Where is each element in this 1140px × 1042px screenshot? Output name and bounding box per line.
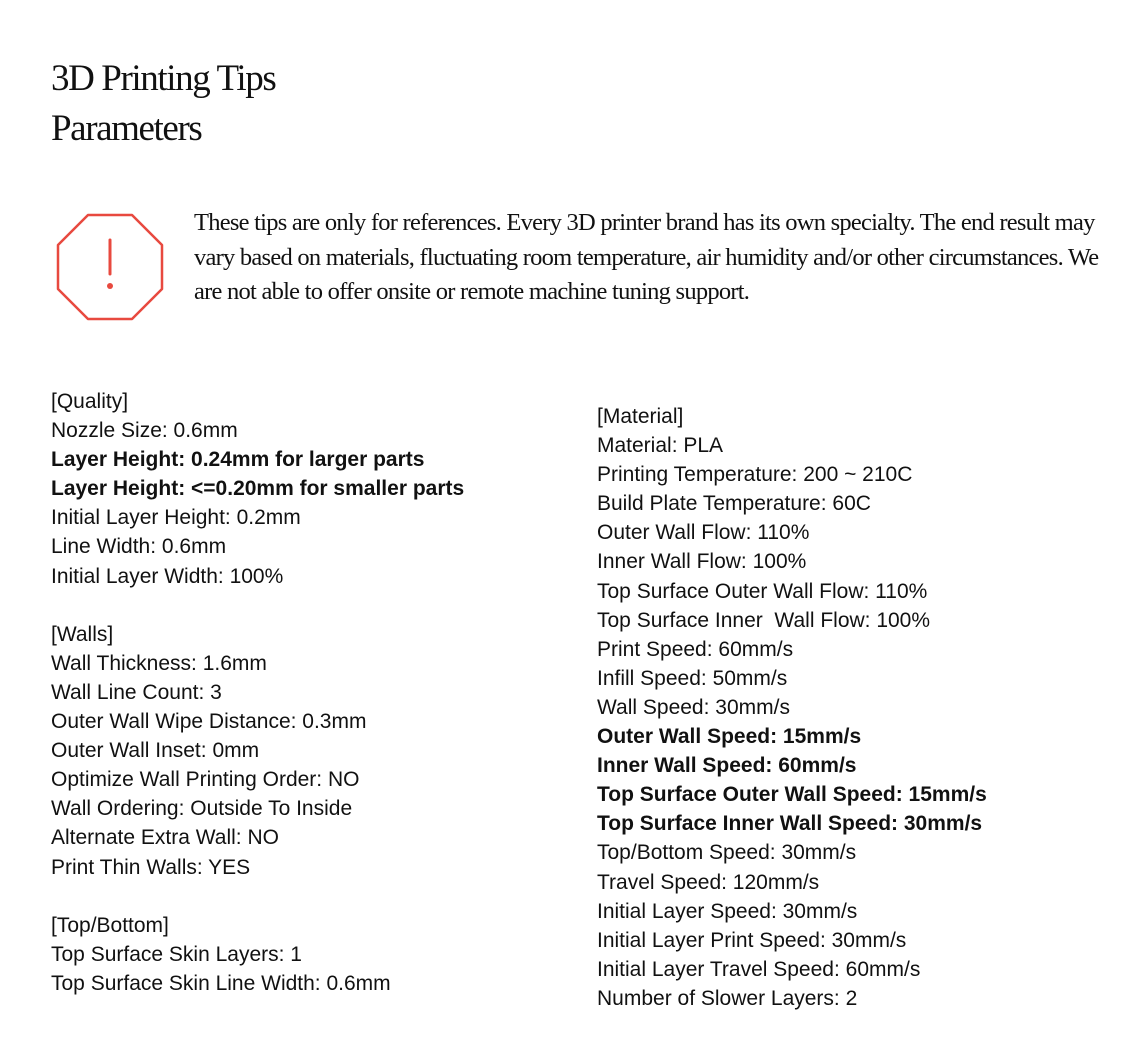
parameter-line: Wall Thickness: 1.6mm	[51, 651, 267, 675]
parameter-line: Infill Speed: 50mm/s	[597, 666, 788, 690]
parameter-section	[51, 387, 571, 591]
section-heading: [Quality]	[51, 390, 129, 413]
parameter-line: Optimize Wall Printing Order: NO	[51, 768, 360, 792]
section-heading: [Walls]	[51, 622, 114, 646]
parameter-line: Inner Wall Flow: 100%	[597, 550, 807, 574]
parameter-line: Initial Layer Height: 0.2mm	[51, 506, 301, 530]
parameter-line: Layer Height: <=0.20mm for smaller parts	[51, 477, 465, 501]
disclaimer-text: These tips are only for references. Every 3D printer brand has its own specialty. The end result may vary based on materials, fluctuating room temperature, air humidity and/or other circumstances. We are not able to offer onsite or remote machine tuning support.	[194, 209, 1099, 305]
parameter-line: Print Thin Walls: YES	[51, 855, 251, 879]
parameter-line: Wall Speed: 30mm/s	[597, 695, 790, 719]
parameter-line: Top Surface Inner Wall Speed: 30mm/s	[597, 812, 983, 836]
section-heading: [Top/Bottom]	[51, 913, 169, 937]
parameter-line: Wall Line Count: 3	[51, 680, 222, 704]
parameter-line: Alternate Extra Wall: NO	[51, 826, 279, 850]
parameter-line: Material: PLA	[597, 434, 724, 458]
parameter-line: Printing Temperature: 200 ~ 210C	[597, 463, 913, 487]
parameter-line: Outer Wall Inset: 0mm	[51, 739, 260, 763]
parameter-section	[51, 620, 571, 882]
parameter-line: Print Speed: 60mm/s	[597, 637, 794, 661]
parameter-line: Outer Wall Flow: 110%	[597, 521, 810, 545]
parameter-line: Outer Wall Wipe Distance: 0.3mm	[51, 710, 367, 734]
page-title-line-2: Parameters	[51, 108, 202, 149]
left-parameter-column	[51, 387, 571, 1027]
parameter-section	[597, 402, 1137, 1013]
parameter-line: Top Surface Skin Layers: 1	[51, 942, 302, 966]
section-heading: [Material]	[597, 405, 684, 428]
parameter-line: Line Width: 0.6mm	[51, 535, 227, 559]
parameter-line: Top Surface Inner Wall Flow: 100%	[597, 608, 931, 632]
parameter-line: Number of Slower Layers: 2	[597, 986, 858, 1010]
parameter-line: Layer Height: 0.24mm for larger parts	[51, 448, 425, 472]
parameter-line: Outer Wall Speed: 15mm/s	[597, 725, 862, 749]
parameter-line: Initial Layer Width: 100%	[51, 564, 284, 588]
warning-octagon-icon	[55, 212, 165, 322]
page-title	[51, 54, 275, 154]
parameter-line: Top Surface Outer Wall Flow: 110%	[597, 579, 928, 603]
parameter-line: Nozzle Size: 0.6mm	[51, 419, 238, 443]
parameter-line: Wall Ordering: Outside To Inside	[51, 797, 353, 821]
parameter-line: Travel Speed: 120mm/s	[597, 870, 820, 894]
parameter-line: Inner Wall Speed: 60mm/s	[597, 754, 857, 778]
parameter-line: Top/Bottom Speed: 30mm/s	[597, 841, 857, 865]
page-title-line-1: 3D Printing Tips	[51, 58, 276, 99]
parameter-section	[51, 911, 571, 998]
parameter-line: Build Plate Temperature: 60C	[597, 492, 871, 516]
parameter-line: Top Surface Skin Line Width: 0.6mm	[51, 971, 391, 995]
parameter-line: Initial Layer Print Speed: 30mm/s	[597, 928, 907, 952]
parameter-line: Top Surface Outer Wall Speed: 15mm/s	[597, 783, 987, 807]
parameter-line: Initial Layer Travel Speed: 60mm/s	[597, 957, 921, 981]
parameter-line: Initial Layer Speed: 30mm/s	[597, 899, 858, 923]
right-parameter-column	[597, 402, 1137, 1042]
